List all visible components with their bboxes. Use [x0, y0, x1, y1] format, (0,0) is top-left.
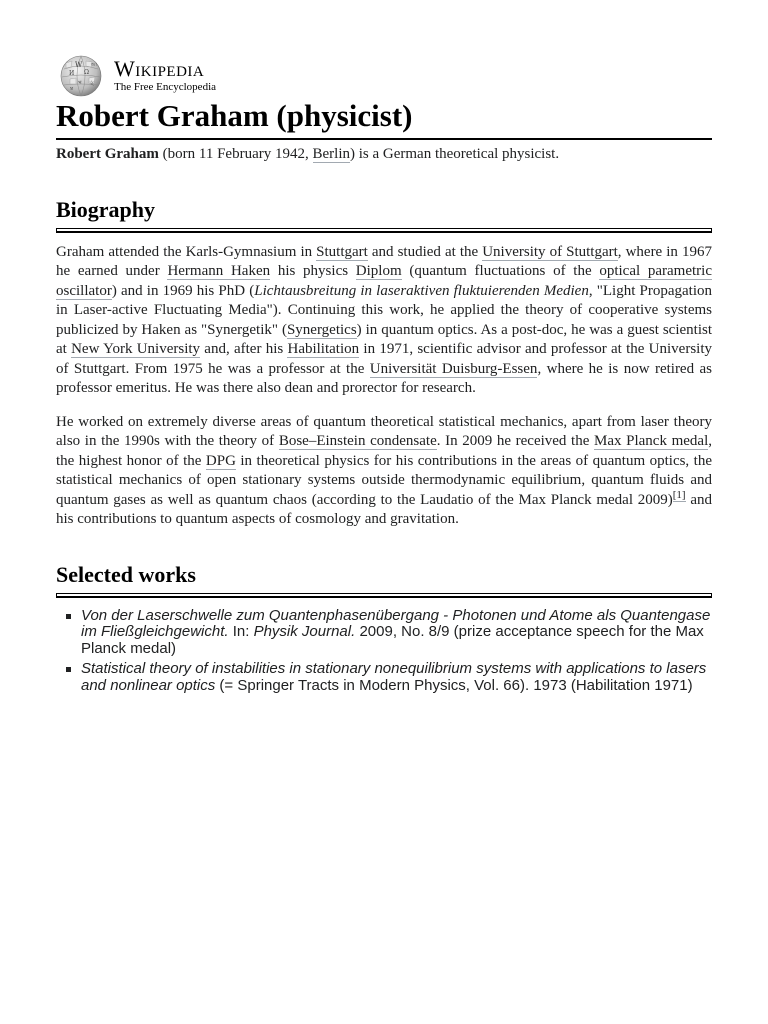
article-page: [56, 52, 712, 698]
section-heading-biography: Biography: [56, 197, 712, 229]
link-optical-parametric-oscillator[interactable]: optical parametric oscillator: [56, 263, 712, 299]
text-run: (born 11 February 1942,: [158, 146, 313, 162]
text-run: ) is a German theoretical physicist.: [350, 146, 560, 162]
biography-paragraph-1: [56, 243, 712, 399]
works-list: [56, 608, 712, 695]
link-max-planck-medal[interactable]: Max Planck medal: [594, 433, 709, 449]
wikipedia-header[interactable]: [56, 52, 712, 98]
text-run: , where he is now retired as professor emeritus. He was there also dean and prorector for research.: [56, 360, 713, 396]
text-run: 2009, No. 8/9 (prize acceptance speech for the Max Planck medal): [81, 623, 704, 657]
journal-name: Physik Journal.: [253, 623, 356, 640]
text-run: , the highest honor of the: [56, 433, 712, 469]
work-title: Statistical theory of instabilities in stationary nonequilibrium systems with applications to lasers and nonlinear optics: [81, 660, 707, 694]
page-title: Robert Graham (physicist): [56, 98, 712, 140]
reference-sup: [673, 489, 686, 502]
text-run: his physics: [270, 263, 356, 279]
text-run: ) in quantum optics. As a post-doc, he was a guest scientist at: [56, 321, 713, 357]
text-run: , where in 1967 he earned under: [56, 243, 712, 279]
link-bose-einstein-condensate[interactable]: Bose–Einstein condensate: [278, 433, 437, 449]
brand-name[interactable]: Wikipedia: [114, 55, 205, 81]
text-run: . In 2009 he received the: [436, 433, 595, 449]
thesis-title: Lichtausbreitung in laseraktiven fluktuierenden Medien: [254, 282, 589, 299]
list-item: [81, 608, 712, 658]
text-run: (quantum fluctuations of the: [401, 263, 600, 279]
work-title: Von der Laserschwelle zum Quantenphasenübergang - Photonen und Atome als Quantengase im Fließgleichgewicht.: [81, 606, 711, 640]
globe-glyph: И: [69, 70, 75, 77]
globe-glyph: Ω: [84, 69, 89, 76]
globe-glyph: আ: [91, 62, 97, 68]
link-habilitation[interactable]: Habilitation: [287, 341, 360, 357]
text-run: (= Springer Tracts in Modern Physics, Vol. 66). 1973 (Habilitation 1971): [215, 676, 693, 694]
text-run: in theoretical physics for his contributions in the areas of quantum optics, the statistical mechanics of open stationary systems outside thermodynamic equilibrium, quantum fluids and quantum gases as well as quantum chaos (according to the Laudatio of the Max Planck medal 2009): [56, 452, 712, 508]
link-synergetics[interactable]: Synergetics: [286, 321, 357, 338]
text-run: and studied at the: [367, 243, 483, 260]
globe-glyph: 文: [89, 81, 95, 87]
subject-name: Robert Graham: [56, 146, 159, 162]
text-run: Graham attended the Karls-Gymnasium in: [56, 243, 317, 260]
link-new-york-university[interactable]: New York University: [71, 341, 201, 357]
biography-paragraph-2: [56, 413, 712, 530]
text-run: and, after his: [200, 341, 288, 357]
link-stuttgart[interactable]: Stuttgart: [316, 243, 368, 260]
brand-tagline: The Free Encyclopedia: [114, 80, 217, 93]
link-diplom[interactable]: Diplom: [355, 263, 402, 279]
text-run: , "Light Propagation in Laser-active Fluctuating Media"). Continuing this work, he applied the theory of cooperative systems publicized by Haken as "Synergetik" (: [56, 282, 713, 338]
list-item: [81, 661, 712, 694]
text-run: and his contributions to quantum aspects of cosmology and gravitation.: [56, 491, 712, 527]
section-heading-selected-works: Selected works: [56, 562, 712, 594]
text-run: in 1971, scientific advisor and professor at the University of Stuttgart. From 1975 he was a professor at the: [56, 341, 712, 377]
globe-glyph: भ: [78, 80, 82, 86]
lead-paragraph: [56, 145, 712, 165]
globe-glyph: ท: [70, 86, 74, 92]
link-university-of-stuttgart[interactable]: University of Stuttgart: [482, 243, 618, 260]
wikipedia-globe-icon[interactable]: [56, 53, 106, 97]
text-run: In:: [228, 623, 254, 640]
reference-link-1[interactable]: [1]: [672, 488, 686, 501]
text-run: ) and in 1969 his PhD (: [111, 282, 255, 299]
text-run: He worked on extremely diverse areas of quantum theoretical statistical mechanics, apart from laser theory also in the 1990s with the theory of: [56, 413, 712, 449]
globe-glyph: W: [75, 61, 83, 69]
link-dpg[interactable]: DPG: [205, 452, 236, 469]
link-hermann-haken[interactable]: Hermann Haken: [167, 263, 271, 279]
link-berlin[interactable]: Berlin: [312, 146, 350, 162]
link-universitat-duisburg-essen[interactable]: Universität Duisburg-Essen: [369, 360, 538, 377]
wordmark[interactable]: [114, 55, 217, 93]
